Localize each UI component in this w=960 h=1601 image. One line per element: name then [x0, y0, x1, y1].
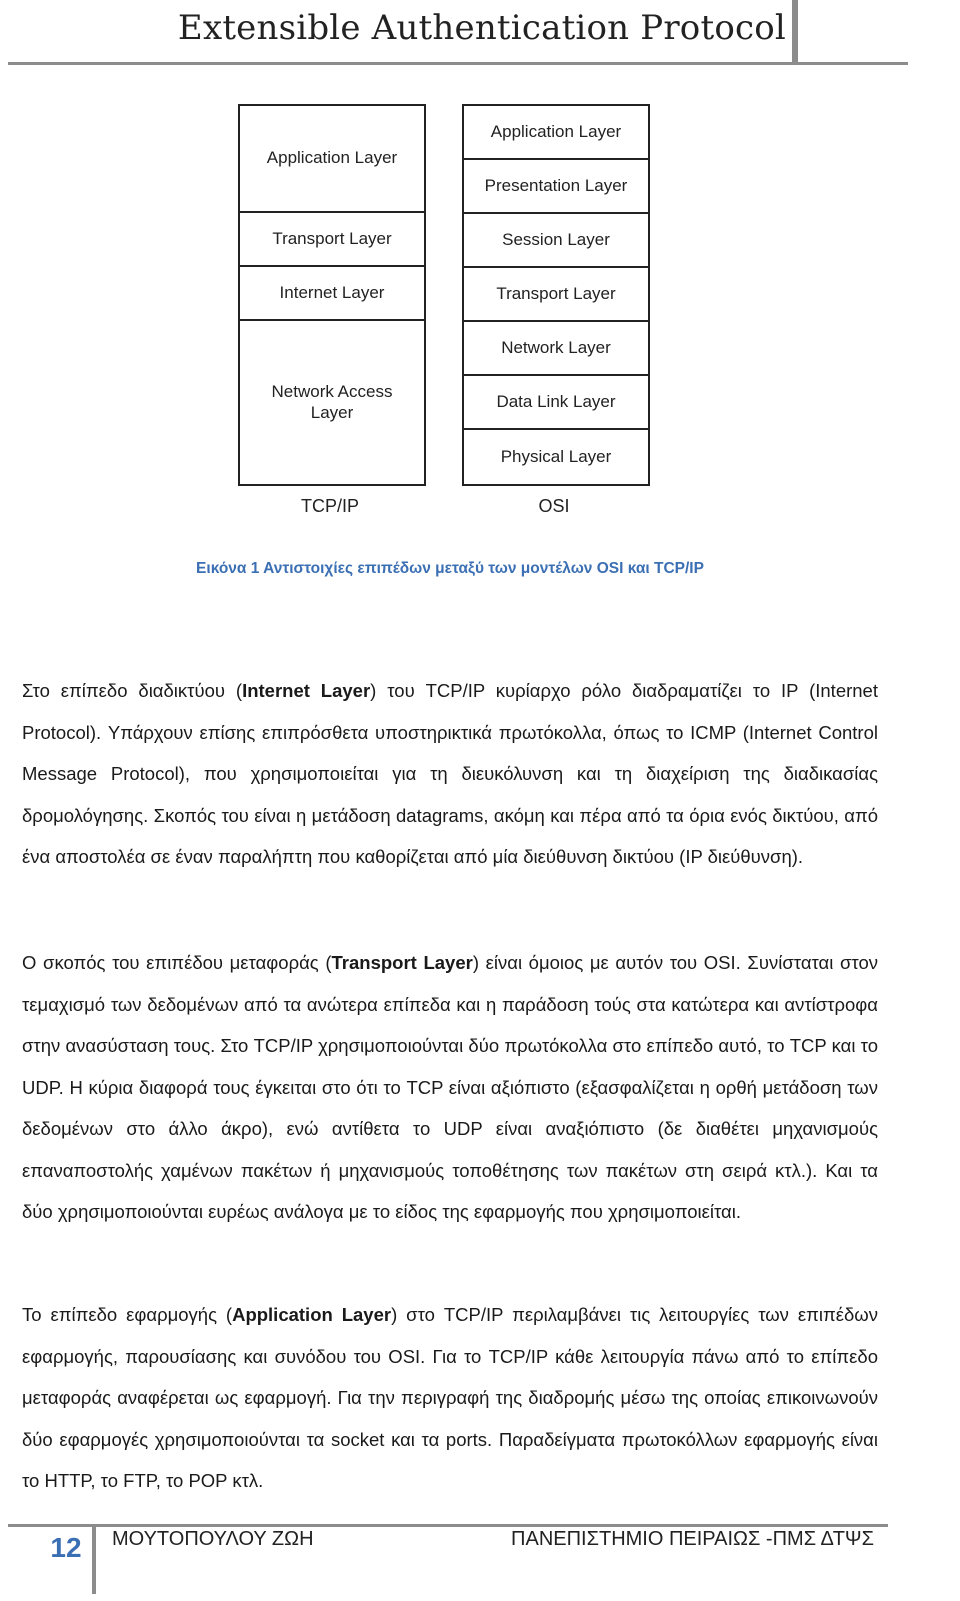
footer-author: ΜΟΥΤΟΠΟΥΛΟΥ ΖΩΗ [112, 1528, 314, 1550]
osi-layer-application: Application Layer [464, 106, 648, 160]
figure-caption: Εικόνα 1 Αντιστοιχίες επιπέδων μεταξύ των μοντέλων OSI και TCP/IP [196, 560, 704, 577]
osi-layer-physical: Physical Layer [500, 446, 612, 466]
osi-layer-transport: Transport Layer [464, 268, 648, 322]
paragraph-internet-layer: Στο επίπεδο διαδικτύου (Internet Layer) του TCP/IP κυρίαρχο ρόλο διαδραματίζει το IP (Internet Protocol). Υπάρχουν επίσης επιπρόσθετα υποστηρικτικά πρωτόκολλα, όπως το ICMP (Internet Control Message Protocol), που χρησιμοποιείται για τη διευκόλυνση και τη διαχείριση της διαδικασίας δρομολόγησης. Σκοπός του είναι η μετάδοση datagrams, ακόμη και πέρα από τα όρια ενός δικτύου, από ένα αποστολέα σε έναν παραλήπτη που καθορίζεται από μία διεύθυνση δικτύου (IP διεύθυνση). [22, 680, 878, 867]
tcpip-layer-transport: Transport Layer [240, 213, 424, 267]
term-application-layer: Application Layer [232, 1304, 392, 1325]
page-header-title: Extensible Authentication Protocol [177, 8, 786, 48]
header-divider-vertical [792, 0, 798, 64]
tcpip-stack [238, 104, 426, 486]
osi-stack [462, 104, 650, 486]
osi-layer-data-link: Data Link Layer [464, 376, 648, 430]
osi-layer-session: Session Layer [464, 214, 648, 268]
page-number: 12 [50, 1532, 82, 1563]
footer-institution: ΠΑΝΕΠΙΣΤΗΜΙΟ ΠΕΙΡΑΙΩΣ -ΠΜΣ ΔΤΨΣ [511, 1528, 874, 1550]
tcpip-model-label: TCP/IP [300, 496, 359, 516]
osi-model-label: OSI [538, 496, 570, 516]
term-internet-layer: Internet Layer [242, 680, 371, 701]
tcpip-layer-application: Application Layer [240, 106, 424, 213]
footer-divider-vertical [92, 1524, 96, 1594]
header-divider-horizontal [8, 62, 908, 65]
layer-comparison-figure [238, 104, 684, 534]
paragraph-application-layer: Το επίπεδο εφαρμογής (Application Layer) στο TCP/IP περιλαμβάνει τις λειτουργίες των επιπέδων εφαρμογής, παρουσίασης και συνόδου του OSI. Για το TCP/IP κάθε λειτουργία πάνω από το επίπεδο μεταφοράς αναφέρεται ως εφαρμογή. Για την περιγραφή της διαδρομής μέσω της οποίας επικοινωνούν δύο εφαρμογές χρησιμοποιούνται τα socket και τα ports. Παραδείγματα πρωτοκόλλων εφαρμογής είναι το HTTP, το FTP, το POP κτλ. [22, 1304, 878, 1491]
tcpip-layer-network-access: Network Access Layer [271, 382, 393, 422]
osi-layer-presentation: Presentation Layer [464, 160, 648, 214]
paragraph-transport-layer: Ο σκοπός του επιπέδου μεταφοράς (Transport Layer) είναι όμοιος με αυτόν του OSI. Συνίσταται στον τεμαχισμό των δεδομένων από τα ανώτερα επίπεδα και η παράδοση τούς στα κατώτερα και αντίστροφα στην ανασύσταση τους. Στο TCP/IP χρησιμοποιούνται δύο πρωτόκολλα στο επίπεδο αυτό, το TCP και το UDP. Η κύρια διαφορά τους έγκειται στο ότι το TCP είναι αξιόπιστο (εξασφαλίζεται η ορθή μετάδοση των δεδομένων στο άλλο άκρο), ενώ αντίθετα το UDP είναι αναξιόπιστο (δε διαθέτει μηχανισμούς επαναποστολής χαμένων πακέτων ή μηχανισμούς τοποθέτησης των πακέτων στη σειρά κτλ.). Και τα δύο χρησιμοποιούνται ευρέως ανάλογα με το είδος της εφαρμογής που χρησιμοποιείται. [22, 952, 878, 1222]
tcpip-layer-internet: Internet Layer [240, 267, 424, 321]
term-transport-layer: Transport Layer [331, 952, 473, 973]
osi-layer-network: Network Layer [464, 322, 648, 376]
footer-divider-horizontal [8, 1524, 888, 1527]
